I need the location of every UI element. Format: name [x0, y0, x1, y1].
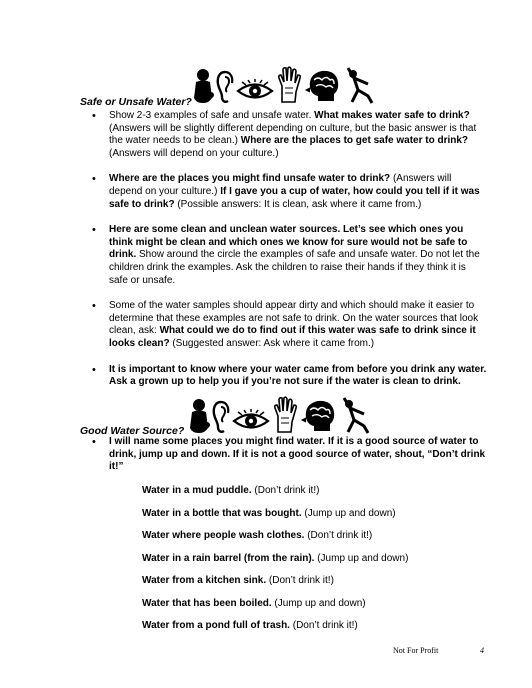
water-source-item — [142, 508, 408, 531]
water-source-answer: (Don’t drink it!) — [251, 485, 320, 496]
bullet-list-good-water-source — [92, 436, 487, 474]
ear-icon — [212, 400, 230, 434]
water-source-item — [142, 485, 408, 508]
activity-icons-row-2 — [188, 396, 370, 434]
water-source-label: Water in a bottle that was bought. — [142, 507, 302, 519]
instruction-text: (Possible answers: It is clean, ask where it came from.) — [174, 198, 422, 210]
water-source-item — [142, 598, 408, 621]
bullet-item — [92, 436, 487, 474]
bullet-item — [92, 173, 487, 211]
bullet-item — [92, 224, 487, 287]
hand-icon — [276, 66, 302, 104]
bullet-item — [92, 300, 487, 350]
bold-question-text: I will name some places you might find water. If it is a good source of water to drink, jump up and down. If it is not a good source of water, shout, “Don’t drink it!” — [109, 436, 486, 473]
child-icon — [192, 68, 214, 104]
water-source-answer: (Don’t drink it!) — [289, 620, 358, 631]
brain-head-icon — [300, 398, 338, 434]
water-source-list — [142, 485, 408, 643]
water-source-label: Water from a kitchen sink. — [142, 575, 267, 586]
child-icon — [188, 398, 210, 434]
bold-question-text: If I gave you a cup of water, how could you tell if it was safe to drink? — [109, 185, 480, 210]
instruction-text: (Answers will depend on your culture.) — [109, 173, 452, 197]
water-source-label: Water where people wash clothes. — [142, 530, 305, 541]
instruction-text: Show around the circle the examples of safe and unsafe water. Do not let the children drink the examples. Ask the children to raise their hands if they think it is safe or unsafe. — [109, 249, 480, 286]
hand-icon — [272, 396, 298, 434]
activity-icons-row-1 — [192, 66, 374, 104]
water-source-answer: (Jump up and down) — [271, 597, 366, 609]
bold-question-text: Where are the places you might find unsafe water to drink? — [109, 173, 391, 185]
brain-head-icon — [304, 68, 342, 104]
section-heading-good-water-source: Good Water Source? — [80, 425, 185, 437]
page-number: 4 — [480, 646, 484, 655]
person-stretching-icon — [340, 396, 370, 434]
ear-icon — [216, 70, 234, 104]
bold-question-text: It is important to know where your water came from before you drink any water. Ask a grown up to help you if you’re not sure if the water is clean to drink. — [109, 363, 487, 388]
instruction-text: Some of the water samples should appear dirty and which should make it easier to determine that these examples are not safe to drink. On the water sources that look clean, ask: — [109, 300, 479, 337]
water-source-label: Water in a rain barrel (from the rain). — [142, 552, 315, 564]
water-source-label: Water in a mud puddle. — [142, 485, 252, 496]
water-source-answer: (Jump up and down) — [314, 552, 409, 564]
water-source-item — [142, 553, 408, 576]
footer-not-for-profit: Not For Profit — [393, 646, 439, 655]
instruction-text: (Suggested answer: Ask where it came from.) — [169, 337, 375, 349]
water-source-label: Water from a pond full of trash. — [142, 620, 290, 631]
bold-question-text: Here are some clean and unclean water sources. Let’s see which ones you think might be clean and which ones we know for sure would not be safe to drink. — [109, 224, 468, 261]
water-source-item — [142, 575, 408, 598]
instruction-text: (Answers will depend on your culture.) — [109, 147, 279, 159]
bold-question-text: Where are the places to get safe water to drink? — [240, 135, 469, 147]
instruction-text: Show 2-3 examples of safe and unsafe water. — [109, 110, 315, 121]
water-source-item — [142, 620, 408, 643]
eye-icon — [236, 78, 274, 104]
water-source-answer: (Don’t drink it!) — [304, 530, 373, 541]
water-source-answer: (Don’t drink it!) — [266, 575, 334, 586]
water-source-answer: (Jump up and down) — [301, 507, 396, 519]
water-source-item — [142, 530, 408, 553]
person-stretching-icon — [344, 66, 374, 104]
bold-question-text: What could we do to find out if this water was safe to drink since it looks clean? — [109, 325, 476, 349]
eye-icon — [232, 408, 270, 434]
bullet-list-safe-water — [92, 110, 487, 389]
bullet-item — [92, 364, 487, 389]
water-source-label: Water that has been boiled. — [142, 597, 272, 609]
instruction-text: (Answers will be slightly different depending on culture, but the basic answer is that the water needs to be clean.) — [109, 122, 477, 147]
section-heading-safe-or-unsafe-water: Safe or Unsafe Water? — [80, 96, 192, 108]
bold-question-text: What makes water safe to drink? — [314, 110, 470, 121]
bullet-item — [92, 110, 487, 160]
